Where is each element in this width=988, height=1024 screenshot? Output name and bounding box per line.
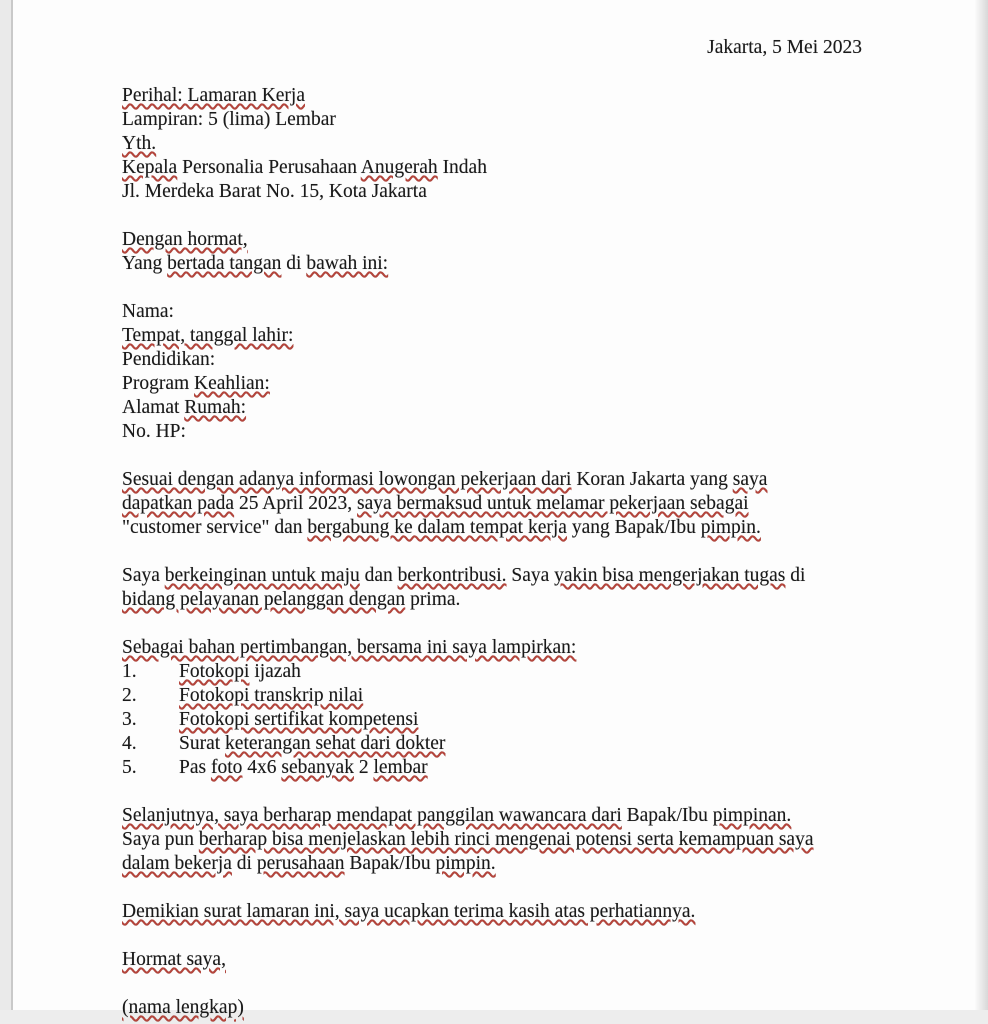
text-segment: Surat — [179, 733, 226, 754]
misspelled-text: Anugerah — [360, 157, 438, 178]
misspelled-text: Fotokopi — [179, 661, 250, 682]
paragraph-block — [122, 804, 862, 876]
letter-line — [122, 564, 862, 588]
misspelled-text: bawah ini: — [306, 253, 389, 274]
letter-line — [122, 300, 862, 324]
text-segment: 25 April 2023, — [234, 493, 358, 514]
text-segment: Saya pun — [122, 829, 199, 850]
text-segment: 4x6 — [242, 757, 282, 778]
text-segment: Yang — [122, 253, 168, 274]
list-item — [122, 660, 862, 684]
text-segment: Bapak/Ibu — [344, 853, 436, 874]
misspelled-text: Dengan hormat, — [122, 229, 248, 250]
list-item — [122, 732, 862, 756]
text-segment: Personalia Perusahaan — [177, 157, 361, 178]
letter-line — [122, 948, 862, 972]
paragraph-block — [122, 948, 862, 972]
paragraph-block — [122, 84, 862, 204]
misspelled-text: berharap bisa menjelaskan lebih rinci mengenai potensi serta kemampuan saya — [198, 829, 814, 850]
misspelled-text: Demikian surat lamaran ini, saya ucapkan terima kasih atas perhatiannya. — [122, 901, 696, 922]
text-segment: yang Bapak/Ibu — [566, 517, 701, 538]
text-segment: di — [785, 565, 806, 586]
misspelled-text: keterangan sehat dari dokter — [225, 733, 446, 754]
misspelled-text: Yth. — [122, 133, 157, 154]
misspelled-text: Tempat, tanggal lahir: — [122, 325, 294, 346]
letter-line — [122, 84, 862, 108]
misspelled-text: bertada tangan — [167, 253, 282, 274]
letter-line — [122, 324, 862, 348]
list-number: 4. — [122, 733, 137, 754]
text-segment: No. HP: — [122, 421, 186, 442]
misspelled-text: bidang pelayanan pelanggan dengan — [122, 589, 406, 610]
misspelled-text: foto — [210, 757, 243, 778]
paragraph-block — [122, 564, 862, 612]
text-segment: Bapak/Ibu — [621, 805, 713, 826]
misspelled-text: saya bermaksud untuk melamar pekerjaan sebagai — [357, 493, 749, 514]
text-segment: Indah — [437, 157, 487, 178]
text-segment: Lampiran: 5 (lima) Lembar — [122, 109, 336, 130]
misspelled-text: Keahlian: — [194, 373, 270, 394]
letter-line — [122, 852, 862, 876]
letter-line — [122, 900, 862, 924]
text-segment: "customer service" dan — [122, 517, 308, 538]
text-segment: 2 — [353, 757, 374, 778]
misspelled-text: yakin bisa mengerjakan tugas — [554, 565, 786, 586]
list-item — [122, 708, 862, 732]
letter-line — [122, 372, 862, 396]
list-item — [122, 756, 862, 780]
letter-line — [122, 228, 862, 252]
list-number: 1. — [122, 661, 137, 682]
letter-line — [122, 180, 862, 204]
text-segment: dan — [359, 565, 398, 586]
misspelled-text: Kepala — [122, 157, 178, 178]
letter-line — [122, 828, 862, 852]
letter-line — [122, 108, 862, 132]
page-left-edge — [0, 0, 13, 1024]
letter-line — [122, 516, 862, 540]
text-segment: Program — [122, 373, 195, 394]
misspelled-text: Sebagai bahan pertimbangan, bersama ini saya lampirkan: — [122, 637, 577, 658]
misspelled-text: Rumah: — [184, 397, 247, 418]
misspelled-text: dapatkan pada — [122, 493, 235, 514]
page-right-edge — [975, 0, 988, 1024]
list-item — [122, 684, 862, 708]
letter-body — [122, 84, 862, 1020]
paragraph-block — [122, 468, 862, 540]
misspelled-text: Perihal: Lamaran Kerja — [122, 85, 305, 106]
letter-line — [122, 996, 862, 1020]
paragraph-block — [122, 900, 862, 924]
list-number: 3. — [122, 709, 137, 730]
letter-line — [122, 348, 862, 372]
text-segment: Pendidikan: — [122, 349, 216, 370]
text-segment: Jl. Merdeka Barat No. 15, Kota Jakarta — [122, 181, 427, 202]
misspelled-text: bergabung ke dalam tempat kerja — [307, 517, 567, 538]
text-segment: Pas — [179, 757, 211, 778]
misspelled-text: berkeinginan untuk maju — [164, 565, 360, 586]
text-segment: Nama: — [122, 301, 174, 322]
letter-line — [122, 132, 862, 156]
text-segment: prima. — [405, 589, 461, 610]
misspelled-text: Fotokopi sertifikat kompetensi — [179, 709, 419, 730]
text-segment: di — [281, 253, 307, 274]
letter-line — [122, 156, 862, 180]
paragraph-block — [122, 996, 862, 1020]
paragraph-block — [122, 300, 862, 444]
letter-line — [122, 420, 862, 444]
text-segment: Koran Jakarta yang — [571, 469, 733, 490]
paragraph-block — [122, 228, 862, 276]
list-number: 5. — [122, 757, 137, 778]
misspelled-text: pimpin. — [700, 517, 761, 538]
paragraph-block — [122, 636, 862, 780]
text-segment: ijazah — [249, 661, 301, 682]
letter-line — [122, 804, 862, 828]
letter-line — [122, 468, 862, 492]
list-number: 2. — [122, 685, 137, 706]
misspelled-text: Hormat saya, — [122, 949, 226, 970]
misspelled-text: sebanyak — [281, 757, 354, 778]
letter-line — [122, 636, 862, 660]
misspelled-text: pimpin. — [435, 853, 496, 874]
text-segment: Saya — [506, 565, 555, 586]
misspelled-text: berkontribusi. — [397, 565, 507, 586]
misspelled-text: lembar — [373, 757, 428, 778]
misspelled-text: perusahaan — [256, 853, 345, 874]
misspelled-text: (nama lengkap) — [122, 997, 244, 1018]
misspelled-text: Selanjutnya, saya berharap mendapat panggilan wawancara dari — [122, 805, 622, 826]
misspelled-text: dalam bekerja — [122, 853, 232, 874]
text-segment: di — [231, 853, 257, 874]
letter-line — [122, 396, 862, 420]
misspelled-text: Sesuai dengan adanya informasi lowongan pekerjaan dari — [122, 469, 572, 490]
text-segment: Alamat — [122, 397, 185, 418]
letter-line — [122, 492, 862, 516]
letter-content — [122, 36, 862, 1020]
letter-line — [122, 252, 862, 276]
text-segment: Saya — [122, 565, 165, 586]
letter-date: Jakarta, 5 Mei 2023 — [707, 37, 862, 58]
misspelled-text: Fotokopi transkrip nilai — [179, 685, 364, 706]
misspelled-text: saya — [732, 469, 768, 490]
letter-line — [122, 588, 862, 612]
misspelled-text: pimpinan. — [712, 805, 792, 826]
